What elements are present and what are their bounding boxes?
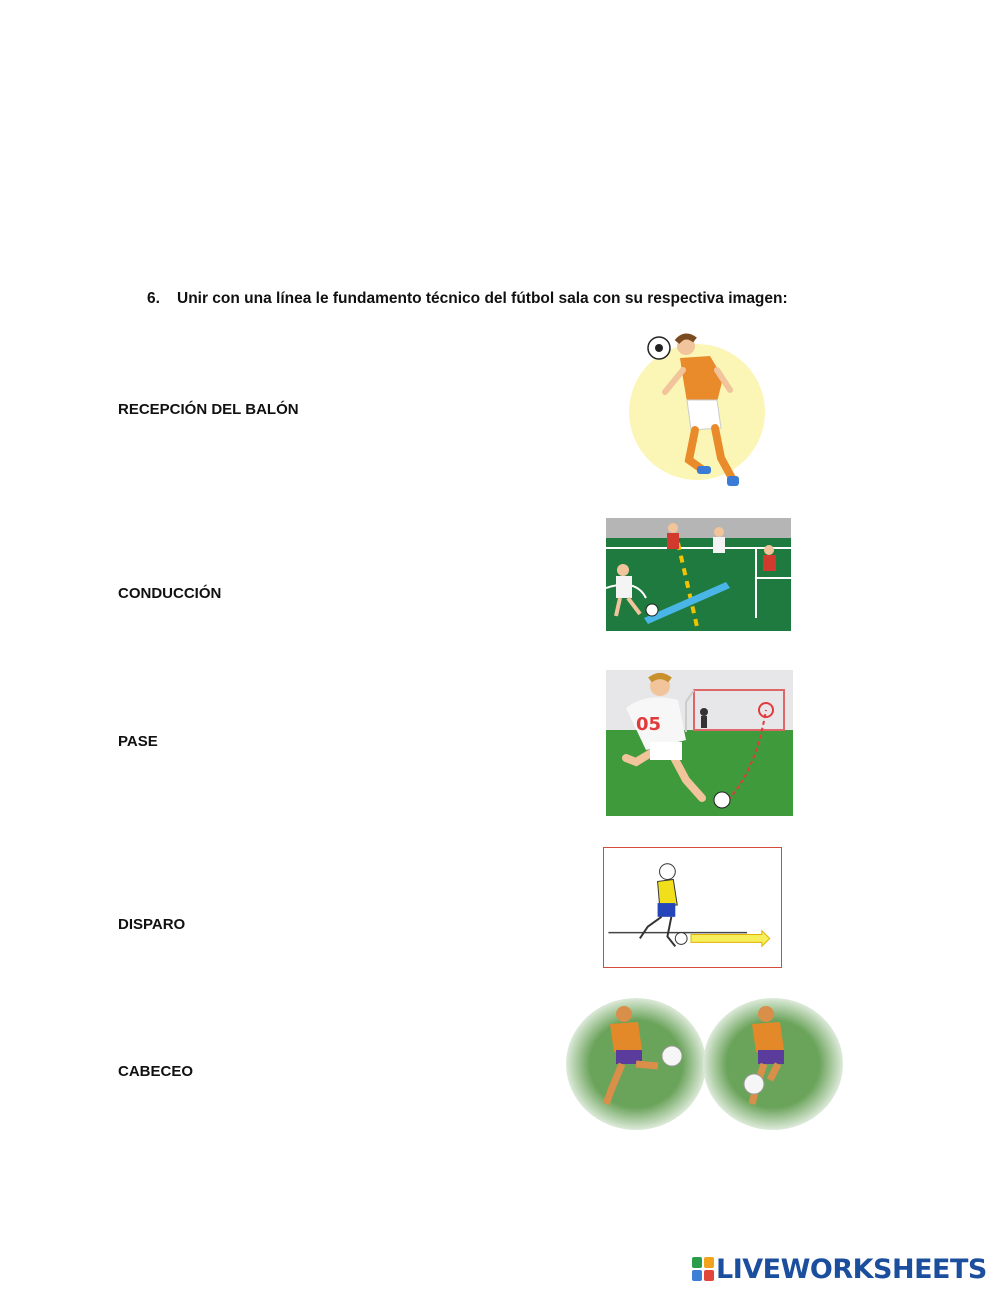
liveworksheets-logo [692,1252,987,1286]
shot-goal-image[interactable] [606,670,793,816]
term-conduccion[interactable]: CONDUCCIÓN [118,585,222,602]
reception-image[interactable] [566,992,843,1133]
dribble-image[interactable] [603,847,782,968]
pass-field-image[interactable] [606,518,791,631]
question-text [147,290,788,308]
liveworksheets-mark-icon [692,1256,714,1282]
question-number: 6. [147,290,160,307]
term-disparo[interactable]: DISPARO [118,916,186,933]
liveworksheets-wordmark: LIVEWORKSHEETS [716,1253,987,1285]
term-recepcion[interactable]: RECEPCIÓN DEL BALÓN [118,401,299,418]
question-prompt: Unir con una línea le fundamento técnico del fútbol sala con su respectiva imagen: [177,290,788,307]
heading-player-image[interactable] [625,330,770,492]
term-pase[interactable]: PASE [118,733,158,750]
term-cabeceo[interactable]: CABECEO [118,1063,194,1080]
jersey-number: 05 [636,714,662,735]
